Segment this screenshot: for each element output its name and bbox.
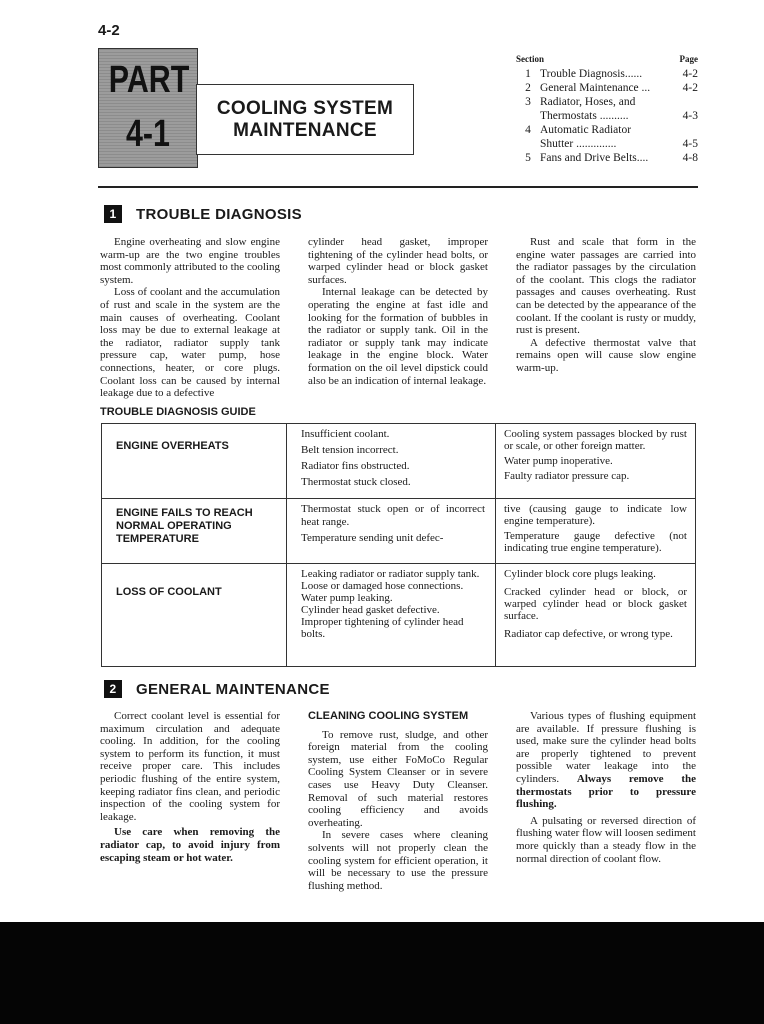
- toc-entry-title: Trouble Diagnosis......: [540, 68, 643, 80]
- header-divider: [98, 186, 698, 188]
- table-cell-causes: [287, 564, 496, 667]
- toc-entry-title: Fans and Drive Belts....: [540, 152, 649, 164]
- table-row: [102, 424, 696, 499]
- toc-entry-title: Shutter ..............: [540, 138, 617, 150]
- toc-entry: [516, 95, 698, 109]
- cause-item: Radiator fins obstructed.: [301, 460, 410, 472]
- toc-section-header: Section: [516, 54, 544, 64]
- paragraph: Loss of coolant and the accumulation of rust and scale in the system are the main causes of overheating. Coolant loss may be due to external leakage at the radiator, radiator supply tank pressure cap, water pump, hose connections, heater, or core plugs. Coolant loss can be caused by internal leakage due to a defective: [100, 286, 280, 400]
- section-number-badge: 2: [104, 680, 122, 698]
- section-number-badge: 1: [104, 205, 122, 223]
- section-1-column-1: [100, 236, 280, 400]
- toc-entry-continued: [516, 109, 698, 123]
- table-cell-condition: [102, 499, 287, 564]
- table-cell-causes: [287, 424, 496, 499]
- scan-border: [0, 922, 764, 1024]
- toc-entry: [516, 123, 698, 137]
- toc-entry-page: 4-8: [682, 152, 698, 164]
- table-row: [102, 499, 696, 564]
- cause-item: Thermostat stuck closed.: [301, 476, 411, 488]
- cause-item: Improper tightening of cylinder head bolts.: [301, 616, 464, 640]
- paragraph: [516, 710, 696, 811]
- page-number: 4-2: [98, 22, 120, 39]
- toc-entry-number: 1: [525, 68, 531, 80]
- toc-entry: [516, 67, 698, 81]
- section-2-column-1: [100, 710, 280, 864]
- chapter-title: [196, 84, 414, 155]
- cause-item: Cylinder block core plugs leaking.: [504, 568, 656, 580]
- section-2-column-3: [516, 710, 696, 865]
- section-1-column-3: [516, 236, 696, 375]
- cause-item: Insufficient coolant.: [301, 428, 390, 440]
- paragraph: In severe cases where cleaning solvents will not properly clean the cooling system for efficient operation, it will be necessary to use the pressure flushing method.: [308, 829, 488, 892]
- condition-label: ENGINE OVERHEATS: [116, 440, 229, 452]
- condition-label: LOSS OF COOLANT: [116, 586, 222, 598]
- toc-entry: [516, 151, 698, 165]
- toc-entry-number: 4: [525, 124, 531, 136]
- toc-entry-continued: [516, 137, 698, 151]
- toc-entry-number: 3: [525, 96, 531, 108]
- paragraph: A defective thermostat valve that remains open will cause slow engine warm-up.: [516, 336, 696, 374]
- condition-label: ENGINE FAILS TO REACH NORMAL OPERATING TEMPERATURE: [116, 507, 253, 545]
- table-cell-causes: [496, 424, 696, 499]
- toc-entry-page: 4-2: [682, 68, 698, 80]
- table-row: [102, 564, 696, 667]
- cause-item: Loose or damaged hose connections.: [301, 580, 464, 592]
- guide-title: TROUBLE DIAGNOSIS GUIDE: [100, 406, 256, 418]
- table-cell-causes: [496, 564, 696, 667]
- section-2-heading: [104, 680, 330, 698]
- warning-paragraph: Use care when removing the radiator cap, to avoid injury from escaping steam or hot water.: [100, 826, 280, 864]
- toc-entry-page: 4-3: [682, 110, 698, 122]
- paragraph: cylinder head gasket, improper tightening of the cylinder head bolts, or warped cylinder head or block gasket surfaces.: [308, 236, 488, 286]
- paragraph-text: Various types of flushing equipment are available. If pressure flushing is used, make sure the cylinder head bolts are properly tightened to prevent possible water leakage into the cylinders.: [516, 710, 696, 785]
- cause-item: Water pump inoperative.: [504, 455, 613, 467]
- chapter-title-line1: COOLING SYSTEM: [216, 97, 394, 119]
- part-number: 4-1: [126, 113, 170, 155]
- toc-page-header: Page: [679, 54, 698, 64]
- section-title: GENERAL MAINTENANCE: [136, 680, 330, 698]
- cause-item: Belt tension incorrect.: [301, 444, 399, 456]
- section-1-column-2: [308, 236, 488, 387]
- toc-entry-title: General Maintenance ...: [540, 82, 651, 94]
- toc-entry-title: Thermostats ..........: [540, 110, 629, 122]
- toc-entry: [516, 81, 698, 95]
- paragraph: Internal leakage can be detected by operating the engine at fast idle and looking for the formation of bubbles in the radiator or supply tank. Oil in the radiator or supply tank may indicate leakage in the engine block. Water formation on the oil level dipstick could also be an indication of internal leakage.: [308, 286, 488, 387]
- paragraph: To remove rust, sludge, and other foreign material from the cooling system, use either FoMoCo Regular Cooling System Cleanser or in severe cases use Heavy Duty Cleanser. Removal of such material restores cooling efficiency and avoids overheating.: [308, 728, 488, 829]
- section-title: TROUBLE DIAGNOSIS: [136, 205, 302, 223]
- cause-item: Cooling system passages blocked by rust or scale, or other foreign matter.: [504, 428, 687, 452]
- chapter-title-line2: MAINTENANCE: [233, 119, 377, 141]
- table-cell-condition: [102, 424, 287, 499]
- cause-item: Thermostat stuck open or of incorrect heat range.: [301, 503, 485, 528]
- toc-entry-page: 4-5: [682, 138, 698, 150]
- toc-entry-number: 2: [525, 82, 531, 94]
- cause-item: Temperature sending unit defec-: [301, 532, 444, 544]
- section-2-column-2: [308, 710, 488, 892]
- paragraph: Engine overheating and slow engine warm-up are the two engine troubles most commonly attributed to the cooling system.: [100, 236, 280, 286]
- cause-item: Faulty radiator pressure cap.: [504, 470, 630, 482]
- toc-entry-page: 4-2: [682, 82, 698, 94]
- paragraph-emphasis: Always remove the thermostats prior to pressure flushing.: [516, 772, 697, 811]
- cause-item: Cylinder head gasket defective.: [301, 604, 440, 616]
- toc-entry-title: Radiator, Hoses, and: [540, 96, 636, 108]
- section-1-heading: [104, 205, 302, 223]
- cause-item: Temperature gauge defective (not indicating true engine temperature).: [504, 530, 687, 554]
- table-cell-causes: [287, 499, 496, 564]
- part-label: PART: [108, 59, 190, 101]
- paragraph: A pulsating or reversed direction of flushing water flow will loosen sediment more quickly than a steady flow in the normal direction of coolant flow.: [516, 814, 696, 865]
- paragraph: Rust and scale that form in the engine water passages are carried into the radiator passages by the circulation of the coolant. This clogs the radiator passages and causes overheating. Rust can be detected by the appearance of the coolant. If the coolant is rusty or muddy, rust is present.: [516, 236, 696, 337]
- toc-header: [516, 54, 698, 64]
- cause-item: Radiator cap defective, or wrong type.: [504, 628, 673, 640]
- table-cell-condition: [102, 564, 287, 667]
- trouble-diagnosis-table: [101, 423, 696, 667]
- toc-entry-number: 5: [525, 152, 531, 164]
- cause-item: Leaking radiator or radiator supply tank.: [301, 568, 480, 580]
- cause-item: tive (causing gauge to indicate low engine temperature).: [504, 503, 687, 527]
- cause-item: Cracked cylinder head or block, or warped cylinder head or block gasket surface.: [504, 586, 687, 622]
- cause-item: Water pump leaking.: [301, 592, 393, 604]
- table-of-contents: [516, 54, 698, 165]
- paragraph: Correct coolant level is essential for maximum circulation and adequate cooling. In addition, for the cooling system to perform its function, it must receive proper care. This includes periodic flushing of the entire system, keeping radiator fins clean, and periodic inspection of the cooling system for leakage.: [100, 710, 280, 823]
- subsection-title: CLEANING COOLING SYSTEM: [308, 710, 469, 722]
- table-cell-causes: [496, 499, 696, 564]
- part-badge: [98, 48, 198, 168]
- toc-entry-title: Automatic Radiator: [540, 124, 632, 136]
